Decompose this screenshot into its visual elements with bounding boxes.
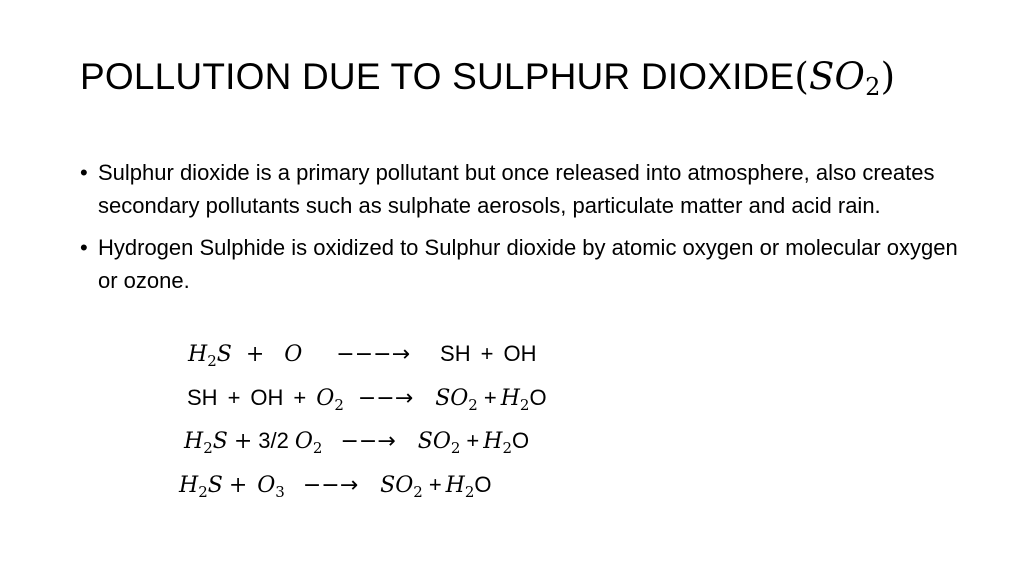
eq3-reactant-1: $H_2S$: [184, 429, 228, 457]
eq4-reactant-1: $H_2S$: [179, 473, 223, 501]
bullet-text: Sulphur dioxide is a primary pollutant but once released into atmosphere, also creates secondary pollutants such as sulphate aerosols, particulate matter and acid rain.: [98, 160, 935, 218]
eq3-product-1: $SO_2$: [417, 429, 461, 457]
title-paren-open: (: [794, 55, 809, 98]
eq4-plus-2: +: [428, 472, 442, 497]
bullet-text: Hydrogen Sulphide is oxidized to Sulphur dioxide by atomic oxygen or molecular oxygen or ozone.: [98, 235, 958, 293]
eq1-arrow: −−−→: [336, 342, 411, 367]
eq4-plus-1: +: [228, 473, 248, 498]
eq2-reactant-2: OH: [250, 385, 284, 410]
equation-4: [179, 472, 492, 501]
bullet-item: [80, 232, 960, 297]
bullet-marker: •: [80, 235, 88, 260]
eq3-coefficient: 3/2: [258, 428, 289, 453]
eq3-plus-2: +: [466, 428, 480, 453]
title-formula-sub: 2: [865, 73, 881, 101]
title-formula-main: SO: [809, 55, 866, 98]
bullet-marker: •: [80, 160, 88, 185]
eq2-product-2: $H_2O$: [500, 385, 547, 414]
eq3-product-2: $H_2O$: [483, 428, 530, 457]
eq1-product-2: OH: [503, 341, 537, 366]
eq4-reactant-2: $O_3$: [257, 473, 285, 501]
eq2-plus-1: +: [227, 385, 241, 410]
equation-1: [188, 341, 537, 370]
title-formula: [809, 55, 881, 101]
eq3-reactant-2: $O_2$: [294, 429, 323, 457]
eq4-arrow: −−→: [302, 473, 359, 498]
eq2-plus-3: +: [483, 385, 497, 410]
eq1-plus-1: +: [245, 342, 265, 367]
eq3-arrow: −−→: [340, 429, 396, 454]
bullet-list: [80, 157, 960, 307]
eq1-plus-2: +: [480, 341, 494, 366]
eq2-arrow: −−→: [357, 386, 414, 411]
bullet-item: [80, 157, 960, 222]
equation-3: [184, 428, 530, 457]
eq2-plus-2: +: [293, 385, 307, 410]
eq4-product-1: $SO_2$: [380, 473, 423, 501]
title-text: POLLUTION DUE TO SULPHUR DIOXIDE: [80, 56, 795, 97]
title-paren-close: ): [880, 55, 896, 98]
eq2-reactant-3: $O_2$: [316, 386, 344, 414]
eq2-reactant-1: SH: [187, 385, 218, 410]
eq1-product-1: SH: [440, 341, 471, 366]
eq1-reactant-1: $H_2S$: [188, 342, 232, 370]
eq3-plus-1: +: [233, 429, 253, 454]
eq2-product-1: $SO_2$: [435, 386, 478, 414]
eq1-reactant-2: O: [284, 342, 303, 367]
eq4-product-2: $H_2O$: [445, 472, 492, 501]
slide-title: [80, 55, 896, 101]
equation-2: [187, 385, 547, 414]
